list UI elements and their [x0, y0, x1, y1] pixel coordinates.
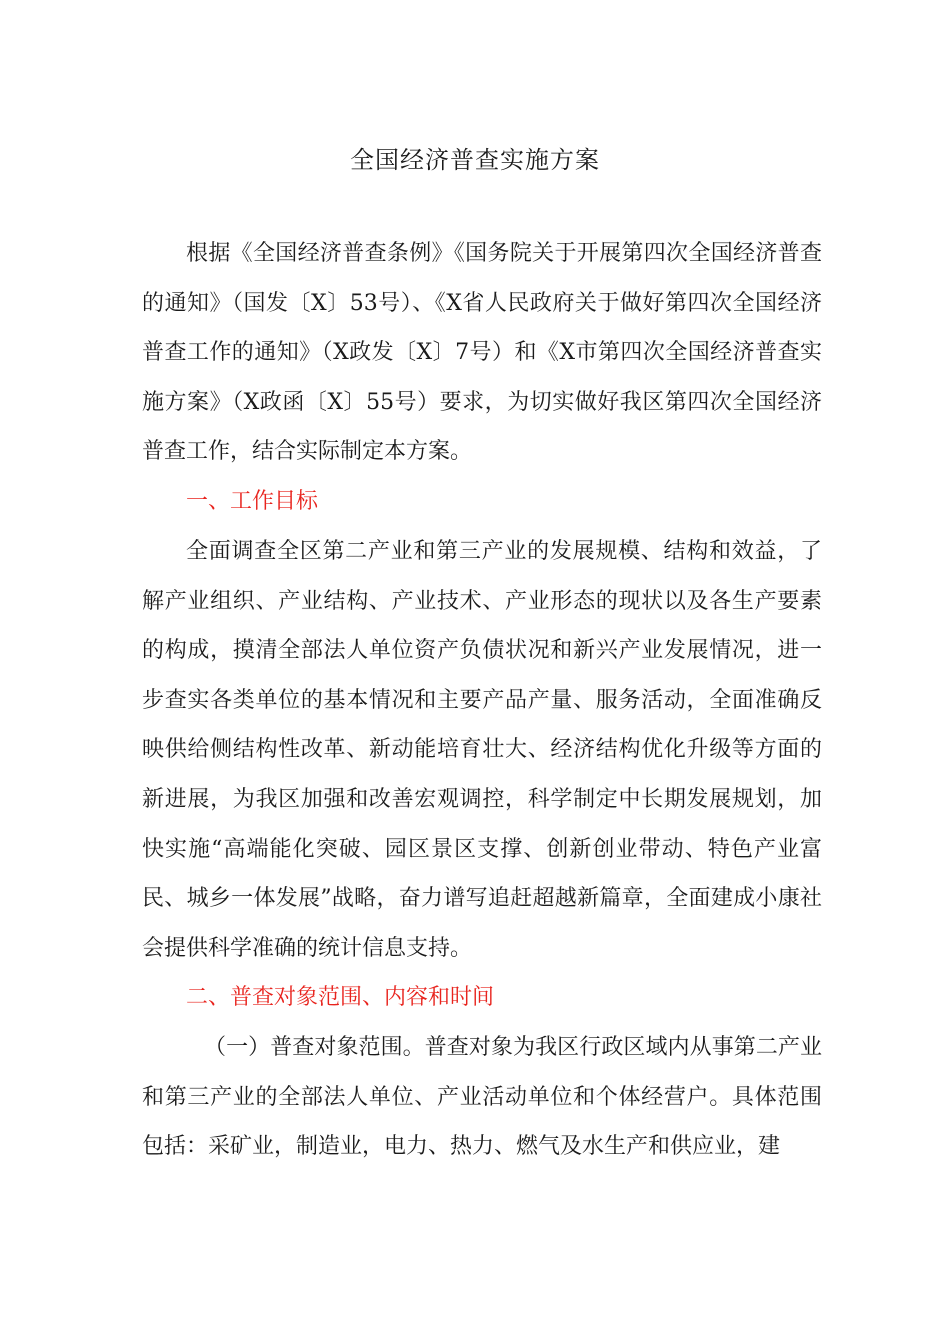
scope-paragraph: （一）普查对象范围。普查对象为我区行政区域内从事第二产业和第三产业的全部法人单位、产业活动单位和个体经营户。具体范围包括：采矿业，制造业，电力、热力、燃气及水生产和供应业，建 [142, 1035, 822, 1160]
document-title: 全国经济普查实施方案 [350, 146, 600, 174]
section-heading-scope: 二、普查对象范围、内容和时间 [186, 985, 495, 1010]
goals-paragraph: 全面调查全区第二产业和第三产业的发展规模、结构和效益，了解产业组织、产业结构、产业技术、产业形态的现状以及各生产要素的构成，摸清全部法人单位资产负债状况和新兴产业发展情况，进一步查实各类单位的基本情况和主要产品产量、服务活动，全面准确反映供给侧结构性改革、新动能培育壮大、经济结构优化升级等方面的新进展，为我区加强和改善宏观调控，科学制定中长期发展规划，加快实施“高端能化突破、园区景区支撑、创新创业带动、特色产业富民、城乡一体发展”战略，奋力谱写追赶超越新篇章，全面建成小康社会提供科学准确的统计信息支持。 [142, 539, 822, 961]
intro-paragraph: 根据《全国经济普查条例》《国务院关于开展第四次全国经济普查的通知》（国发〔X〕53号）、《X省人民政府关于做好第四次全国经济普查工作的通知》（X政发〔X〕7号）和《X市第四次全国经济普查实施方案》（X政函〔X〕55号）要求，为切实做好我区第四次全国经济普查工作，结合实际制定本方案。 [142, 241, 822, 465]
section-heading-goals: 一、工作目标 [186, 489, 319, 514]
